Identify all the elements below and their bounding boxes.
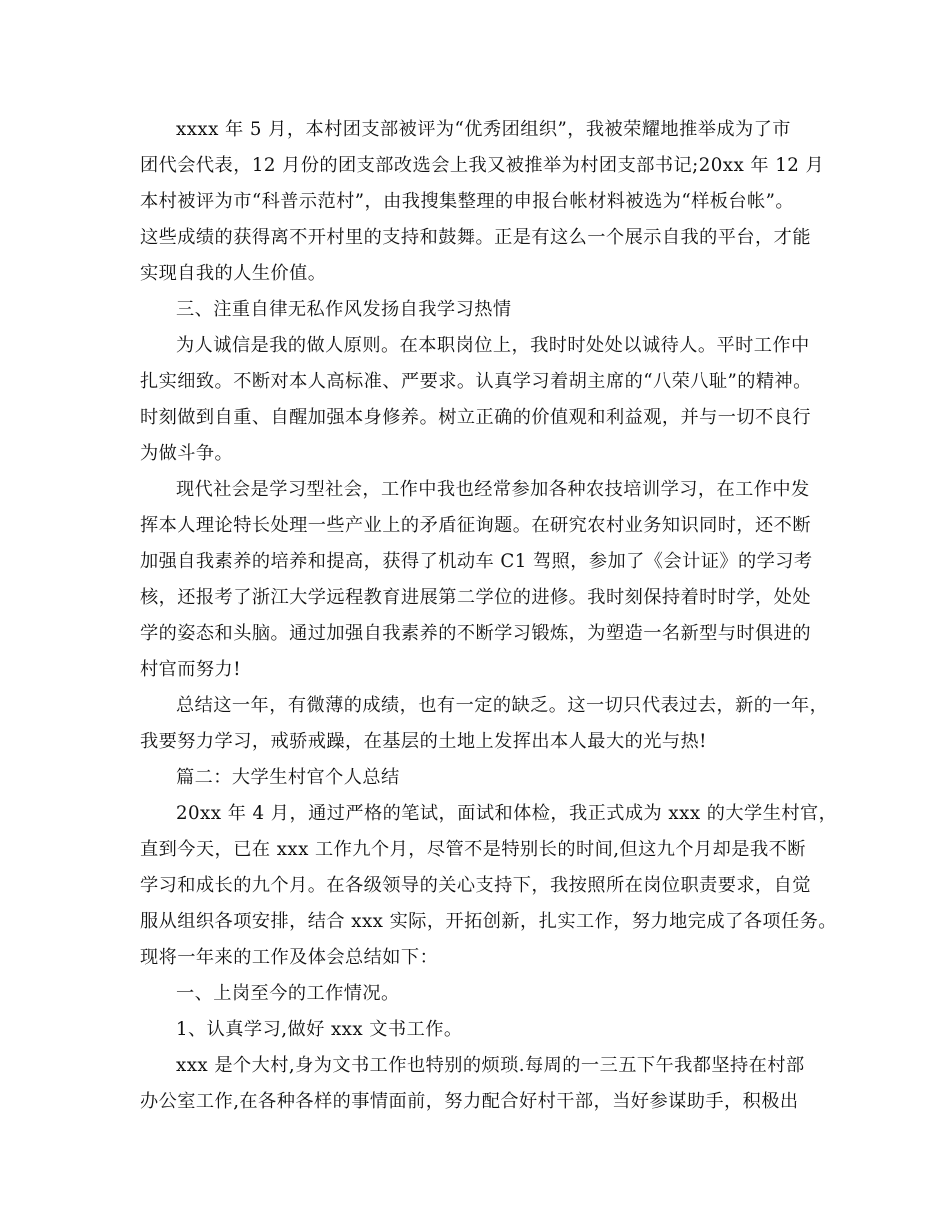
paragraph-line: xxxx 年 5 月，本村团支部被评为“优秀团组织”，我被荣耀地推举成为了市 xyxy=(176,119,791,140)
paragraph-line: 时刻做到自重、自醒加强本身修养。树立正确的价值观和利益观，并与一切不良行 xyxy=(140,407,811,428)
paragraph-line: 学的姿态和头脑。通过加强自我素养的不断学习锻炼，为塑造一名新型与时俱进的 xyxy=(140,623,811,644)
paragraph-line: 我要努力学习，戒骄戒躁，在基层的土地上发挥出本人最大的光与热! xyxy=(140,731,707,752)
paragraph-line: 为人诚信是我的做人原则。在本职岗位上，我时时处处以诚待人。平时工作中 xyxy=(176,335,810,356)
paragraph-line: xxx 是个大村,身为文书工作也特别的烦琐.每周的一三五下午我都坚持在村部 xyxy=(176,1055,805,1076)
paragraph-line: 加强自我素养的培养和提高，获得了机动车 C1 驾照，参加了《会计证》的学习考 xyxy=(140,551,813,572)
section-heading: 一、上岗至今的工作情况。 xyxy=(176,983,400,1004)
section-heading: 三、注重自律无私作风发扬自我学习热情 xyxy=(176,299,512,320)
paragraph-line: 现代社会是学习型社会，工作中我也经常参加各种农技培训学习，在工作中发 xyxy=(176,479,810,500)
paragraph-line: 服从组织各项安排，结合 xxx 实际，开拓创新，扎实工作，努力地完成了各项任务。 xyxy=(140,911,837,932)
paragraph-line: 办公室工作,在各种各样的事情面前，努力配合好村干部，当好参谋助手，积极出 xyxy=(140,1091,799,1112)
section-heading: 1、认真学习,做好 xxx 文书工作。 xyxy=(176,1019,463,1040)
paragraph-line: 总结这一年，有微薄的成绩，也有一定的缺乏。这一切只代表过去，新的一年， xyxy=(176,695,829,716)
paragraph-line: 本村被评为市“科普示范村”，由我搜集整理的申报台帐材料被选为“样板台帐”。 xyxy=(140,191,795,212)
paragraph-line: 村官而努力! xyxy=(140,659,241,680)
paragraph-line: 现将一年来的工作及体会总结如下： xyxy=(140,947,439,968)
paragraph-line: 实现自我的人生价值。 xyxy=(140,263,327,284)
paragraph-line: 挥本人理论特长处理一些产业上的矛盾征询题。在研究农村业务知识同时，还不断 xyxy=(140,515,811,536)
paragraph-line: 20xx 年 4 月，通过严格的笔试，面试和体检，我正式成为 xxx 的大学生村官， xyxy=(176,803,838,824)
paragraph-line: 直到今天，已在 xxx 工作九个月，尽管不是特别长的时间,但这九个月却是我不断 xyxy=(140,839,806,860)
paragraph-line: 学习和成长的九个月。在各级领导的关心支持下，我按照所在岗位职责要求，自觉 xyxy=(140,875,811,896)
paragraph-line: 核，还报考了浙江大学远程教育进展第二学位的进修。我时刻保持着时时学，处处 xyxy=(140,587,811,608)
paragraph-line: 扎实细致。不断对本人高标准、严要求。认真学习着胡主席的“八荣八耻”的精神。 xyxy=(140,371,812,392)
paragraph-line: 这些成绩的获得离不开村里的支持和鼓舞。正是有这么一个展示自我的平台，才能 xyxy=(140,227,811,248)
paragraph-line: 团代会代表，12 月份的团支部改选会上我又被推举为村团支部书记;20xx 年 12 月 xyxy=(140,155,825,176)
paragraph-line: 为做斗争。 xyxy=(140,443,234,464)
section-heading: 篇二：大学生村官个人总结 xyxy=(176,767,400,788)
